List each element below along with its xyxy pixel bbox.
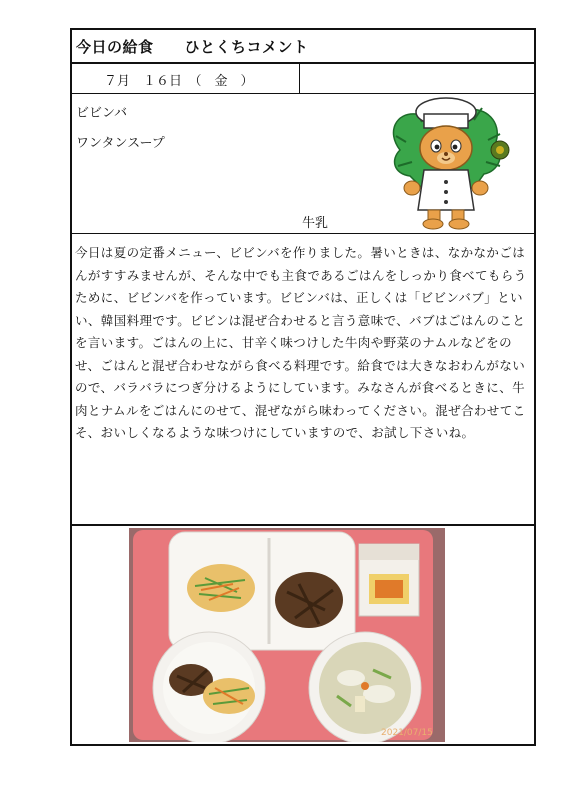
menu-section bbox=[72, 94, 534, 234]
comment-body: 今日は夏の定番メニュー、ビビンバを作りました。暑いときは、なかなかごはんがすすみませんが、そんな中でも主食であるごはんをしっかり食べてもらうために、ビビンバを作っています。ビビンバは、正しくは「ビビンバブ」といい、韓国料理です。ビビンは混ぜ合わせると言う意味で、バブはごはんのことを言います。ごはんの上に、甘辛く味つけした牛肉や野菜のナムルなどをのせ、ごはんと混ぜ合わせながら食べる料理です。給食では大きなおわんがないので、バラバラにつぎ分けるようにしています。みなさんが食べるときに、牛肉とナムルをごはんにのせて、混ぜながら味わってください。混ぜ合わせてこそ、おいしくなるような味つけにしていますので、お試し下さいね。 bbox=[75, 245, 527, 440]
lunch-comment-sheet bbox=[70, 28, 536, 746]
chef-mascot-illustration bbox=[382, 92, 514, 232]
menu-item-wonton-soup: ワンタンスープ bbox=[76, 136, 165, 151]
photo-timestamp: 2021/07/15 bbox=[381, 728, 433, 738]
menu-item-bibimbap: ビビンバ bbox=[76, 106, 128, 121]
date-cell bbox=[72, 64, 300, 93]
page-title: 今日の給食 ひとくちコメント bbox=[76, 38, 309, 56]
date-row bbox=[72, 64, 534, 94]
header-row bbox=[72, 30, 534, 64]
date-text: ７月 １６日 （ 金 ） bbox=[104, 74, 254, 89]
comment-section bbox=[72, 234, 534, 526]
school-lunch-photo bbox=[129, 528, 445, 742]
photo-section bbox=[72, 526, 534, 746]
menu-item-milk: 牛乳 bbox=[302, 216, 329, 231]
